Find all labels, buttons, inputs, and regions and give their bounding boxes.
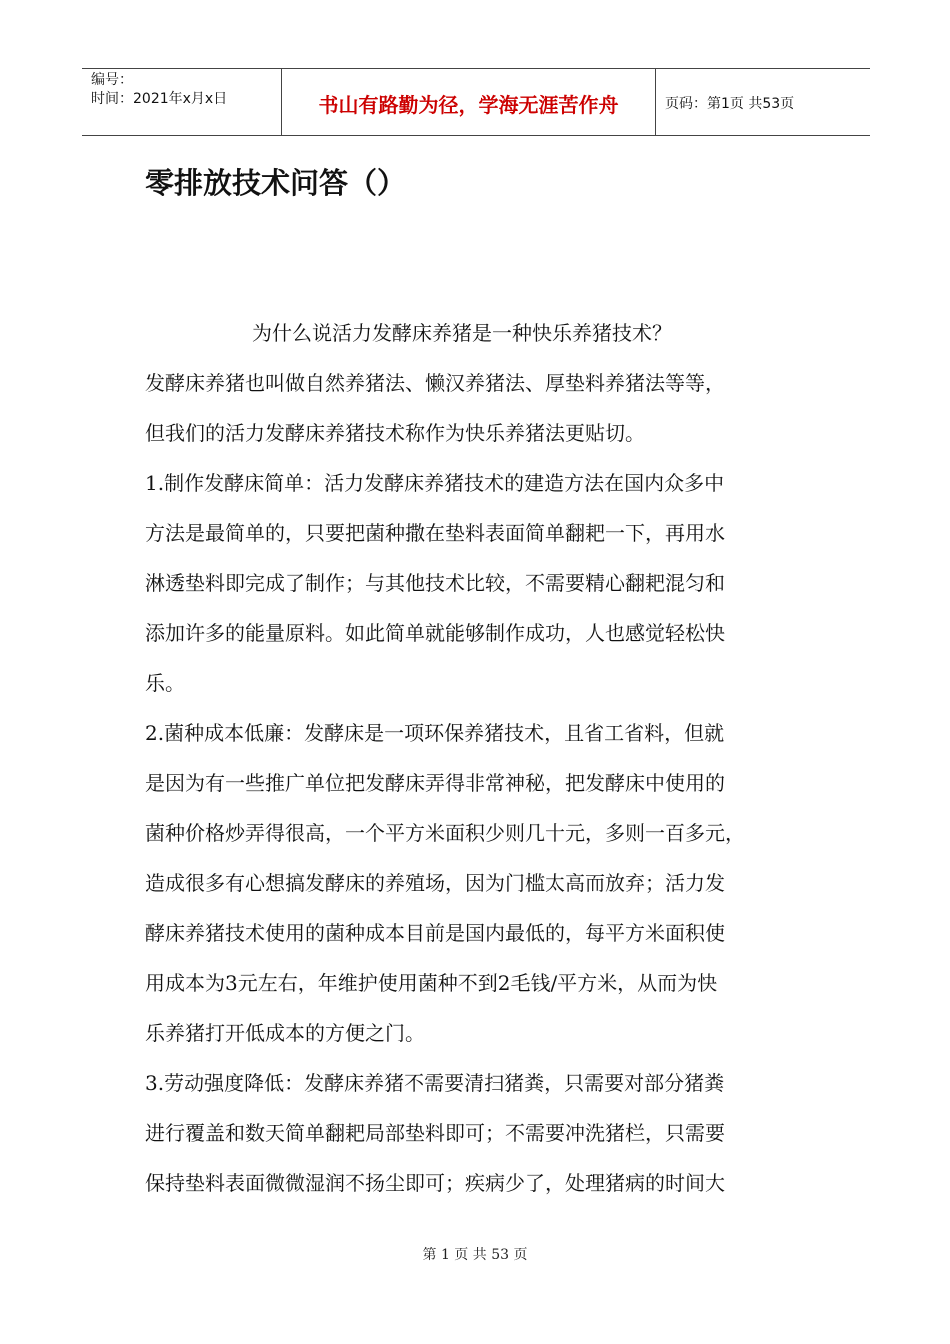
body-line: 2.菌种成本低廉：发酵床是一项环保养猪技术，且省工省料，但就 [145,721,725,745]
document-body [145,308,813,1208]
document-title: 零排放技术问答（） [145,166,407,200]
header-page-info: 页码：第1页 共53页 [665,96,795,112]
header-top-rule [82,68,870,69]
header-bottom-rule [82,135,870,136]
page-footer: 第 1 页 共 53 页 [422,1247,528,1263]
body-line: 进行覆盖和数天简单翻耙局部垫料即可；不需要冲洗猪栏，只需要 [145,1121,725,1145]
body-line: 但我们的活力发酵床养猪技术称作为快乐养猪法更贴切。 [145,421,645,445]
header-motto: 书山有路勤为径，学海无涯苦作舟 [318,93,619,117]
body-line: 淋透垫料即完成了制作；与其他技术比较，不需要精心翻耙混匀和 [145,571,725,595]
header-divider-right [655,68,656,135]
body-line: 是因为有一些推广单位把发酵床弄得非常神秘，把发酵床中使用的 [145,771,725,795]
body-line: 保持垫料表面微微湿润不扬尘即可；疾病少了，处理猪病的时间大 [145,1171,725,1195]
body-line: 用成本为3元左右，年维护使用菌种不到2毛钱/平方米，从而为快 [145,971,718,995]
body-line: 3.劳动强度降低：发酵床养猪不需要清扫猪粪，只需要对部分猪粪 [145,1071,725,1095]
body-line: 乐养猪打开低成本的方便之门。 [145,1021,425,1045]
body-line: 乐。 [145,671,185,695]
body-line: 方法是最简单的，只要把菌种撒在垫料表面简单翻耙一下，再用水 [145,521,725,545]
body-line: 1.制作发酵床简单：活力发酵床养猪技术的建造方法在国内众多中 [145,471,725,495]
body-line: 添加许多的能量原料。如此简单就能够制作成功，人也感觉轻松快 [145,621,725,645]
body-line: 发酵床养猪也叫做自然养猪法、懒汉养猪法、厚垫料养猪法等等， [145,371,725,395]
question-heading: 为什么说活力发酵床养猪是一种快乐养猪技术？ [252,321,672,345]
header-time-label: 时间：2021年x月x日 [91,91,228,107]
header-number-label: 编号： [91,72,133,88]
body-line: 造成很多有心想搞发酵床的养殖场，因为门槛太高而放弃；活力发 [145,871,725,895]
body-line: 菌种价格炒弄得很高，一个平方米面积少则几十元，多则一百多元， [145,821,745,845]
body-line: 酵床养猪技术使用的菌种成本目前是国内最低的，每平方米面积使 [145,921,725,945]
